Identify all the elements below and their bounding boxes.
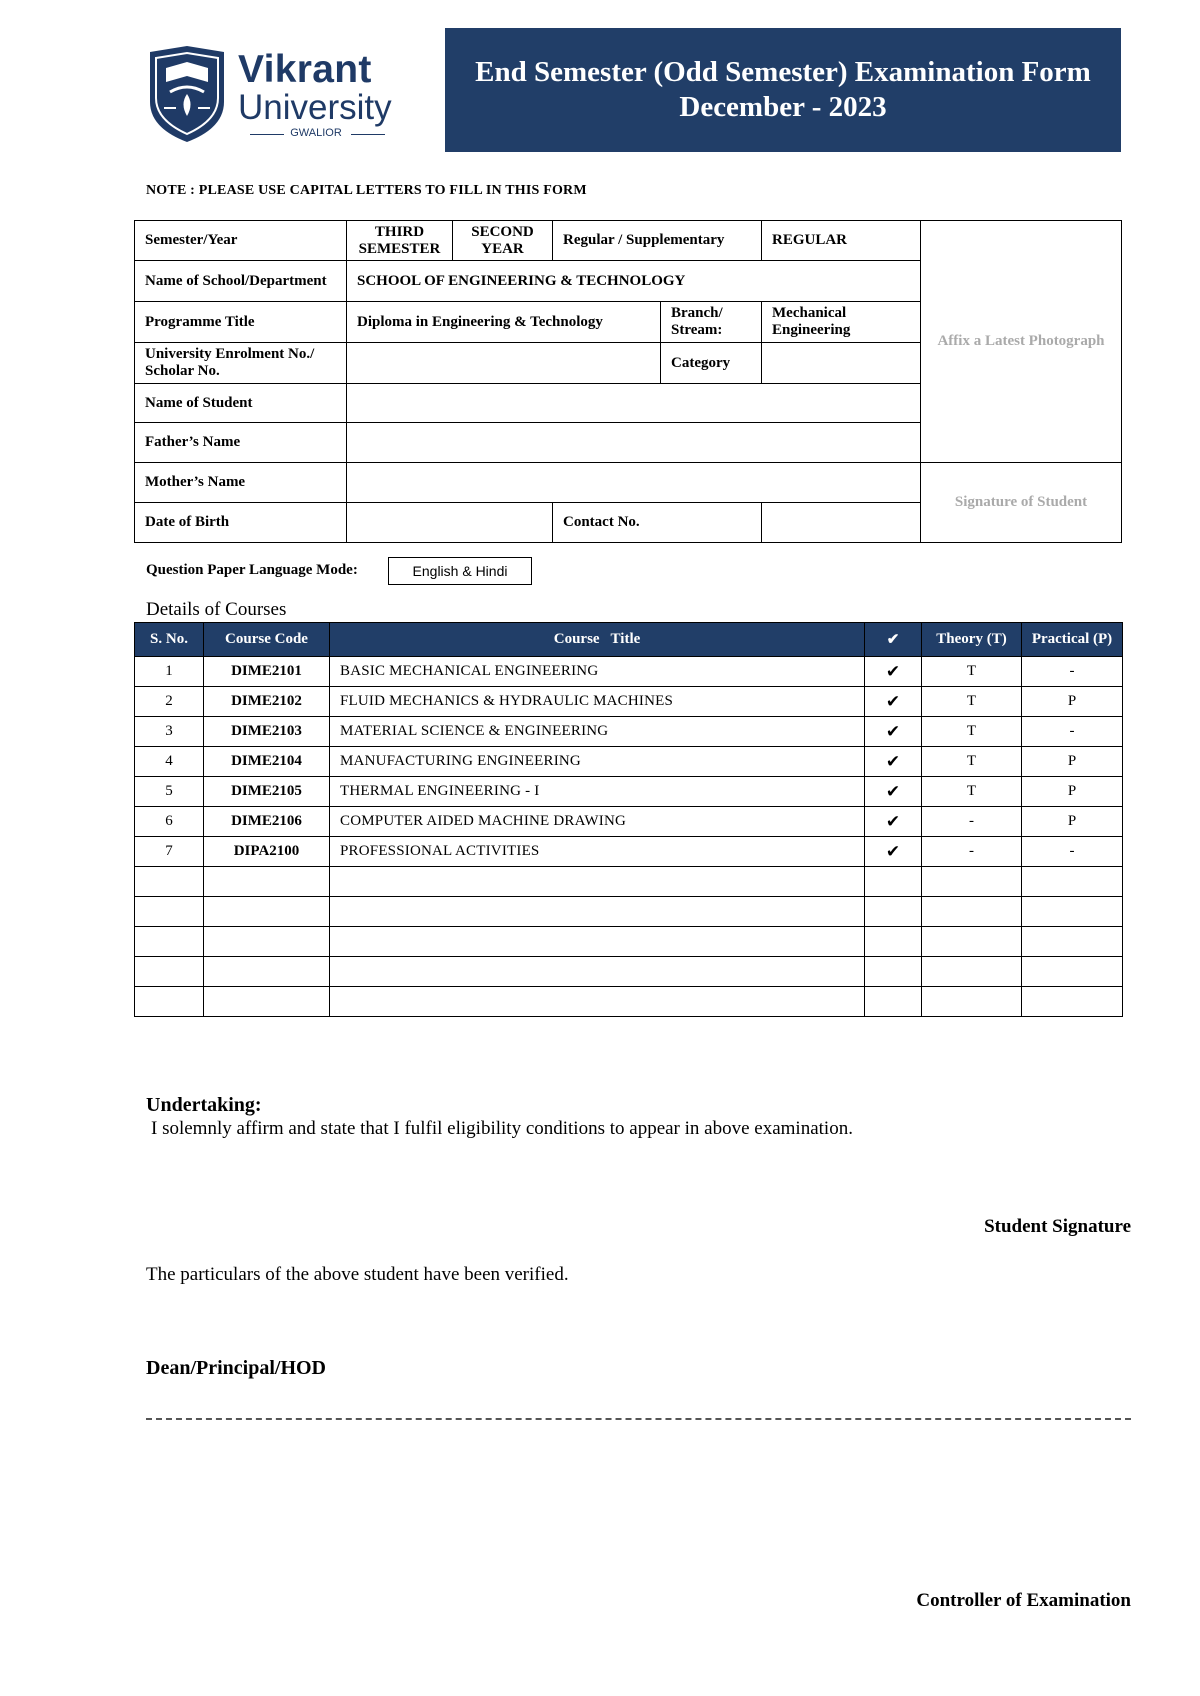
table-row	[135, 657, 1123, 687]
branch-label: Branch/ Stream:	[661, 302, 762, 343]
contact-label: Contact No.	[553, 503, 762, 543]
logo-name-line2: University	[238, 88, 392, 127]
student-name-field[interactable]	[347, 384, 921, 423]
empty-cell[interactable]	[135, 927, 204, 957]
course-theory: T	[922, 687, 1022, 717]
mother-name-label: Mother’s Name	[135, 463, 347, 503]
dashed-divider	[146, 1418, 1131, 1420]
empty-cell[interactable]	[204, 867, 330, 897]
col-header-sno: S. No.	[135, 623, 204, 657]
course-theory: -	[922, 837, 1022, 867]
course-practical: P	[1022, 747, 1123, 777]
course-practical: -	[1022, 657, 1123, 687]
reg-supp-label: Regular / Supplementary	[553, 221, 762, 261]
course-theory: -	[922, 807, 1022, 837]
empty-cell[interactable]	[865, 897, 922, 927]
photo-box	[921, 221, 1122, 463]
category-field[interactable]	[762, 343, 921, 384]
empty-cell[interactable]	[922, 897, 1022, 927]
course-practical: -	[1022, 837, 1123, 867]
contact-field[interactable]	[762, 503, 921, 543]
empty-cell[interactable]	[922, 867, 1022, 897]
empty-cell[interactable]	[865, 867, 922, 897]
student-name-label: Name of Student	[135, 384, 347, 423]
school-label: Name of School/Department	[135, 261, 347, 302]
empty-cell[interactable]	[204, 957, 330, 987]
verified-text: The particulars of the above student have been verified.	[146, 1264, 569, 1285]
course-check-icon[interactable]: ✔	[865, 717, 922, 747]
empty-cell[interactable]	[204, 927, 330, 957]
course-check-icon[interactable]: ✔	[865, 747, 922, 777]
empty-cell[interactable]	[1022, 987, 1123, 1017]
table-row	[135, 807, 1123, 837]
dob-label: Date of Birth	[135, 503, 347, 543]
logo-rule-right	[351, 134, 385, 135]
course-title: BASIC MECHANICAL ENGINEERING	[330, 657, 865, 687]
course-title: THERMAL ENGINEERING - I	[330, 777, 865, 807]
empty-cell[interactable]	[1022, 897, 1123, 927]
course-theory: T	[922, 747, 1022, 777]
enrolment-field[interactable]	[347, 343, 661, 384]
col-header-check: ✔	[865, 623, 922, 657]
empty-cell[interactable]	[135, 897, 204, 927]
signature-box[interactable]	[921, 463, 1122, 543]
empty-cell[interactable]	[1022, 927, 1123, 957]
signature-placeholder-text: Signature of Student	[954, 494, 1088, 510]
course-theory: T	[922, 657, 1022, 687]
mother-name-field[interactable]	[347, 463, 921, 503]
col-header-practical: Practical (P)	[1022, 623, 1123, 657]
school-value[interactable]: SCHOOL OF ENGINEERING & TECHNOLOGY	[347, 261, 921, 302]
course-sno: 1	[135, 657, 204, 687]
course-sno: 2	[135, 687, 204, 717]
empty-cell[interactable]	[922, 987, 1022, 1017]
reg-supp-value[interactable]: REGULAR	[762, 221, 921, 261]
undertaking-text: I solemnly affirm and state that I fulfil eligibility conditions to appear in above examination.	[151, 1118, 853, 1139]
empty-cell[interactable]	[330, 957, 865, 987]
category-label: Category	[661, 343, 762, 384]
course-sno: 7	[135, 837, 204, 867]
undertaking-heading: Undertaking:	[146, 1094, 262, 1116]
empty-table-row	[135, 987, 1123, 1017]
empty-cell[interactable]	[330, 867, 865, 897]
father-name-field[interactable]	[347, 423, 921, 463]
table-row	[135, 687, 1123, 717]
enrolment-label: University Enrolment No./ Scholar No.	[135, 343, 347, 384]
table-row	[135, 747, 1123, 777]
course-theory: T	[922, 717, 1022, 747]
student-signature-label: Student Signature	[984, 1216, 1131, 1237]
course-sno: 4	[135, 747, 204, 777]
courses-table	[134, 622, 1123, 1017]
empty-cell[interactable]	[922, 957, 1022, 987]
dob-field[interactable]	[347, 503, 553, 543]
logo-name-line3: GWALIOR	[290, 127, 342, 139]
empty-cell[interactable]	[1022, 867, 1123, 897]
year-value[interactable]: SECOND YEAR	[453, 221, 553, 261]
course-check-icon[interactable]: ✔	[865, 657, 922, 687]
university-crest-icon	[146, 46, 228, 142]
empty-table-row	[135, 927, 1123, 957]
qp-language-value[interactable]: English & Hindi	[388, 557, 532, 585]
col-header-title: Course Title	[330, 623, 865, 657]
course-practical: -	[1022, 717, 1123, 747]
photo-placeholder-text: Affix a Latest Photograph	[937, 333, 1105, 349]
semester-label: Semester/Year	[135, 221, 347, 261]
controller-label: Controller of Examination	[916, 1590, 1131, 1611]
form-title: End Semester (Odd Semester) Examination Form	[475, 56, 1091, 88]
course-title: FLUID MECHANICS & HYDRAULIC MACHINES	[330, 687, 865, 717]
empty-cell[interactable]	[204, 987, 330, 1017]
empty-cell[interactable]	[865, 987, 922, 1017]
father-name-label: Father’s Name	[135, 423, 347, 463]
table-row	[135, 777, 1123, 807]
course-check-icon[interactable]: ✔	[865, 777, 922, 807]
course-title: MANUFACTURING ENGINEERING	[330, 747, 865, 777]
empty-cell[interactable]	[1022, 957, 1123, 987]
course-code: DIME2102	[204, 687, 330, 717]
course-title: MATERIAL SCIENCE & ENGINEERING	[330, 717, 865, 747]
empty-cell[interactable]	[922, 927, 1022, 957]
note-text: NOTE : PLEASE USE CAPITAL LETTERS TO FILL IN THIS FORM	[146, 183, 587, 198]
semester-value[interactable]: THIRD SEMESTER	[347, 221, 453, 261]
course-practical: P	[1022, 777, 1123, 807]
course-title: COMPUTER AIDED MACHINE DRAWING	[330, 807, 865, 837]
course-title: PROFESSIONAL ACTIVITIES	[330, 837, 865, 867]
course-code: DIME2105	[204, 777, 330, 807]
dean-label: Dean/Principal/HOD	[146, 1357, 326, 1379]
course-sno: 6	[135, 807, 204, 837]
col-header-code: Course Code	[204, 623, 330, 657]
empty-cell[interactable]	[865, 927, 922, 957]
course-code: DIME2106	[204, 807, 330, 837]
branch-value[interactable]: Mechanical Engineering	[762, 302, 921, 343]
course-code: DIPA2100	[204, 837, 330, 867]
table-row	[135, 717, 1123, 747]
course-code: DIME2104	[204, 747, 330, 777]
course-practical: P	[1022, 807, 1123, 837]
table-row	[135, 837, 1123, 867]
course-code: DIME2103	[204, 717, 330, 747]
course-check-icon[interactable]: ✔	[865, 807, 922, 837]
course-check-icon[interactable]: ✔	[865, 687, 922, 717]
empty-cell[interactable]	[135, 867, 204, 897]
student-info-table	[134, 220, 1122, 543]
empty-cell[interactable]	[135, 957, 204, 987]
course-sno: 3	[135, 717, 204, 747]
university-logo	[146, 46, 401, 148]
course-sno: 5	[135, 777, 204, 807]
programme-label: Programme Title	[135, 302, 347, 343]
qp-language-label: Question Paper Language Mode:	[146, 562, 358, 578]
form-date: December - 2023	[679, 91, 887, 123]
course-practical: P	[1022, 687, 1123, 717]
form-title-banner	[445, 28, 1121, 152]
col-header-theory: Theory (T)	[922, 623, 1022, 657]
empty-table-row	[135, 897, 1123, 927]
empty-table-row	[135, 957, 1123, 987]
empty-cell[interactable]	[330, 897, 865, 927]
course-theory: T	[922, 777, 1022, 807]
programme-value[interactable]: Diploma in Engineering & Technology	[347, 302, 661, 343]
empty-cell[interactable]	[330, 987, 865, 1017]
course-code: DIME2101	[204, 657, 330, 687]
empty-cell[interactable]	[204, 897, 330, 927]
course-check-icon[interactable]: ✔	[865, 837, 922, 867]
empty-cell[interactable]	[330, 927, 865, 957]
empty-cell[interactable]	[135, 987, 204, 1017]
logo-name-line1: Vikrant	[238, 48, 372, 91]
empty-cell[interactable]	[865, 957, 922, 987]
empty-table-row	[135, 867, 1123, 897]
courses-heading: Details of Courses	[146, 599, 287, 620]
